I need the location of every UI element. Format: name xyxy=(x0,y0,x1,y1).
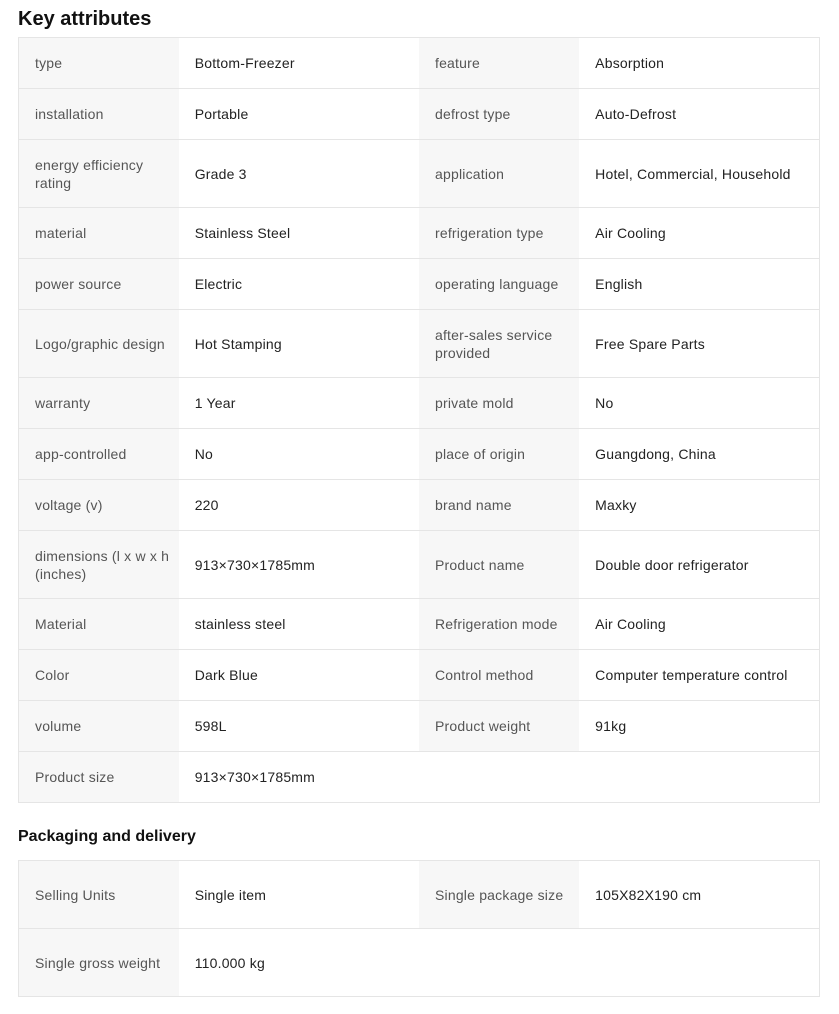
attribute-name: place of origin xyxy=(419,429,579,480)
product-attributes xyxy=(18,0,820,997)
table-row xyxy=(19,929,820,997)
attribute-name: Product name xyxy=(419,531,579,599)
attribute-name: application xyxy=(419,140,579,208)
attribute-value: 220 xyxy=(179,480,419,531)
empty-cell xyxy=(419,752,820,803)
attribute-name: volume xyxy=(19,701,179,752)
attribute-name: Single package size xyxy=(419,861,579,929)
attribute-value: No xyxy=(579,378,819,429)
table-row xyxy=(19,531,820,599)
attribute-value: 598L xyxy=(179,701,419,752)
attribute-name: type xyxy=(19,38,179,89)
table-row xyxy=(19,208,820,259)
attribute-name: app-controlled xyxy=(19,429,179,480)
attribute-name: Selling Units xyxy=(19,861,179,929)
attribute-value: 913×730×1785mm xyxy=(179,531,419,599)
table-row xyxy=(19,89,820,140)
empty-cell xyxy=(419,929,820,997)
attribute-value: 105X82X190 cm xyxy=(579,861,819,929)
attribute-value: Auto-Defrost xyxy=(579,89,819,140)
attribute-name: energy efficiency rating xyxy=(19,140,179,208)
table-row xyxy=(19,378,820,429)
attribute-name: Refrigeration mode xyxy=(419,599,579,650)
key-attributes-table xyxy=(18,37,820,803)
attribute-name: material xyxy=(19,208,179,259)
attribute-value: Bottom-Freezer xyxy=(179,38,419,89)
table-row xyxy=(19,38,820,89)
attribute-value: Grade 3 xyxy=(179,140,419,208)
attribute-value: Single item xyxy=(179,861,419,929)
attribute-name: operating language xyxy=(419,259,579,310)
attribute-name: dimensions (l x w x h (inches) xyxy=(19,531,179,599)
attribute-value: Guangdong, China xyxy=(579,429,819,480)
attribute-name: power source xyxy=(19,259,179,310)
table-row xyxy=(19,861,820,929)
table-row xyxy=(19,480,820,531)
attribute-value: Free Spare Parts xyxy=(579,310,819,378)
attribute-value: Air Cooling xyxy=(579,208,819,259)
attribute-value: 110.000 kg xyxy=(179,929,419,997)
table-row xyxy=(19,140,820,208)
attribute-value: 1 Year xyxy=(179,378,419,429)
attribute-value: Hot Stamping xyxy=(179,310,419,378)
table-row xyxy=(19,429,820,480)
table-row xyxy=(19,310,820,378)
attribute-name: Logo/graphic design xyxy=(19,310,179,378)
attribute-value: No xyxy=(179,429,419,480)
attribute-value: Absorption xyxy=(579,38,819,89)
attribute-value: Air Cooling xyxy=(579,599,819,650)
key-attributes-title: Key attributes xyxy=(18,8,152,30)
attribute-value: 91kg xyxy=(579,701,819,752)
table-row xyxy=(19,259,820,310)
attribute-name: brand name xyxy=(419,480,579,531)
attribute-name: Product size xyxy=(19,752,179,803)
attribute-value: Portable xyxy=(179,89,419,140)
table-row xyxy=(19,599,820,650)
table-row xyxy=(19,650,820,701)
attribute-name: Material xyxy=(19,599,179,650)
table-row xyxy=(19,701,820,752)
attribute-name: warranty xyxy=(19,378,179,429)
attribute-name: Single gross weight xyxy=(19,929,179,997)
packaging-delivery-table xyxy=(18,860,820,997)
attribute-name: after-sales service provided xyxy=(419,310,579,378)
attribute-value: Double door refrigerator xyxy=(579,531,819,599)
attribute-name: refrigeration type xyxy=(419,208,579,259)
attribute-name: installation xyxy=(19,89,179,140)
attribute-value: Computer temperature control xyxy=(579,650,819,701)
attribute-value: Hotel, Commercial, Household xyxy=(579,140,819,208)
attribute-value: stainless steel xyxy=(179,599,419,650)
attribute-value: English xyxy=(579,259,819,310)
attribute-name: feature xyxy=(419,38,579,89)
attribute-name: defrost type xyxy=(419,89,579,140)
attribute-value: Dark Blue xyxy=(179,650,419,701)
packaging-delivery-title: Packaging and delivery xyxy=(18,828,196,845)
table-row xyxy=(19,752,820,803)
attribute-value: Electric xyxy=(179,259,419,310)
attribute-value: Stainless Steel xyxy=(179,208,419,259)
attribute-name: private mold xyxy=(419,378,579,429)
attribute-value: 913×730×1785mm xyxy=(179,752,419,803)
attribute-name: voltage (v) xyxy=(19,480,179,531)
attribute-name: Product weight xyxy=(419,701,579,752)
attribute-value: Maxky xyxy=(579,480,819,531)
attribute-name: Control method xyxy=(419,650,579,701)
attribute-name: Color xyxy=(19,650,179,701)
